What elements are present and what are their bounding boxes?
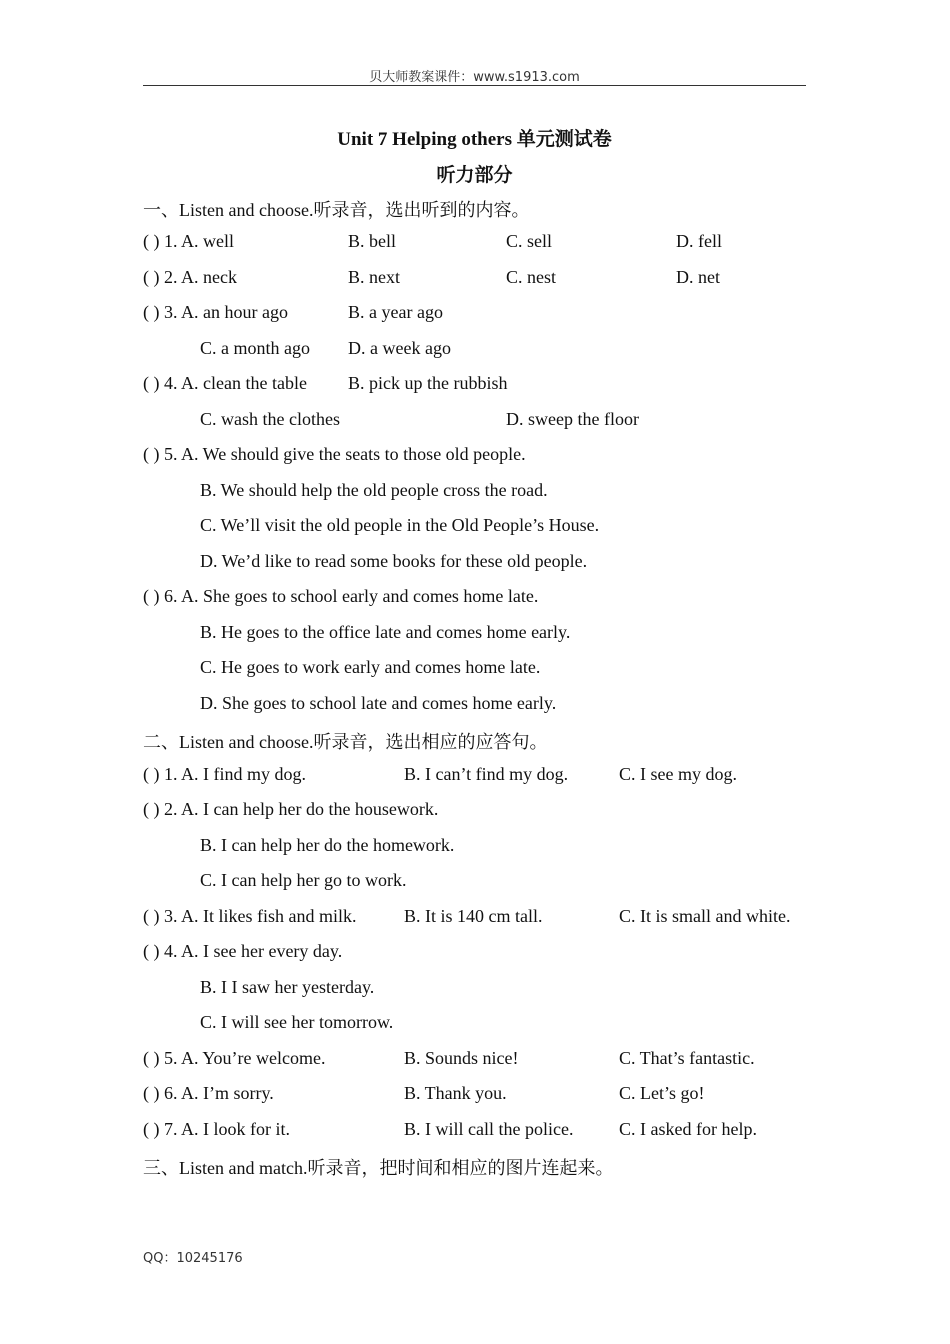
s2-q7-option-b: B. I will call the police. bbox=[404, 1119, 574, 1139]
s2-q6-stem: ( ) 6. A. I’m sorry. bbox=[143, 1083, 274, 1103]
s1-q1-stem: ( ) 1. A. well bbox=[143, 231, 234, 251]
s1-q4-stem: ( ) 4. A. clean the table bbox=[143, 373, 307, 393]
s2-q4-option-b: B. I I saw her yesterday. bbox=[200, 977, 375, 997]
s1-q6-stem: ( ) 6. A. She goes to school early and comes home late. bbox=[143, 586, 539, 606]
section3-heading: 三、Listen and match.听录音，把时间和相应的图片连起来。 bbox=[143, 1158, 614, 1178]
s2-q5-option-b: B. Sounds nice! bbox=[404, 1048, 519, 1068]
s2-q7-option-c: C. I asked for help. bbox=[619, 1119, 757, 1139]
s2-q3-stem: ( ) 3. A. It likes fish and milk. bbox=[143, 906, 357, 926]
s2-q3-option-c: C. It is small and white. bbox=[619, 906, 791, 926]
s1-q3-option-c: C. a month ago bbox=[200, 338, 310, 358]
s1-q5-stem: ( ) 5. A. We should give the seats to those old people. bbox=[143, 444, 526, 464]
s2-q4-stem: ( ) 4. A. I see her every day. bbox=[143, 941, 343, 961]
s1-q1-option-c: C. sell bbox=[506, 231, 553, 251]
s1-q1-option-b: B. bell bbox=[348, 231, 396, 251]
page-header: 贝大师教案课件：www.s1913.com bbox=[369, 70, 580, 85]
s2-q3-option-b: B. It is 140 cm tall. bbox=[404, 906, 543, 926]
section2-heading: 二、Listen and choose.听录音，选出相应的应答句。 bbox=[143, 732, 548, 752]
s1-q4-option-b: B. pick up the rubbish bbox=[348, 373, 508, 393]
s1-q6-option-d: D. She goes to school late and comes home early. bbox=[200, 693, 557, 713]
s1-q6-option-b: B. He goes to the office late and comes home early. bbox=[200, 622, 571, 642]
s1-q3-option-d: D. a week ago bbox=[348, 338, 451, 358]
s2-q4-option-c: C. I will see her tomorrow. bbox=[200, 1012, 394, 1032]
s2-q1-option-c: C. I see my dog. bbox=[619, 764, 737, 784]
s1-q4-option-d: D. sweep the floor bbox=[506, 409, 639, 429]
section1-heading: 一、Listen and choose.听录音，选出听到的内容。 bbox=[143, 200, 530, 220]
s1-q5-option-d: D. We’d like to read some books for these old people. bbox=[200, 551, 588, 571]
s2-q1-stem: ( ) 1. A. I find my dog. bbox=[143, 764, 306, 784]
s1-q4-option-c: C. wash the clothes bbox=[200, 409, 340, 429]
s1-q5-option-c: C. We’ll visit the old people in the Old People’s House. bbox=[200, 515, 600, 535]
s2-q2-option-b: B. I can help her do the homework. bbox=[200, 835, 455, 855]
s1-q2-option-b: B. next bbox=[348, 267, 400, 287]
s2-q5-stem: ( ) 5. A. You’re welcome. bbox=[143, 1048, 326, 1068]
s1-q2-option-d: D. net bbox=[676, 267, 720, 287]
s1-q3-stem: ( ) 3. A. an hour ago bbox=[143, 302, 288, 322]
s2-q2-stem: ( ) 2. A. I can help her do the housework. bbox=[143, 799, 439, 819]
s1-q2-option-c: C. nest bbox=[506, 267, 557, 287]
s2-q2-option-c: C. I can help her go to work. bbox=[200, 870, 407, 890]
s2-q6-option-c: C. Let’s go! bbox=[619, 1083, 705, 1103]
s2-q7-stem: ( ) 7. A. I look for it. bbox=[143, 1119, 290, 1139]
s1-q2-stem: ( ) 2. A. neck bbox=[143, 267, 237, 287]
page-title: Unit 7 Helping others 单元测试卷 bbox=[337, 129, 612, 150]
s1-q6-option-c: C. He goes to work early and comes home late. bbox=[200, 657, 541, 677]
s1-q1-option-d: D. fell bbox=[676, 231, 722, 251]
s2-q5-option-c: C. That’s fantastic. bbox=[619, 1048, 755, 1068]
s2-q1-option-b: B. I can’t find my dog. bbox=[404, 764, 569, 784]
s1-q5-option-b: B. We should help the old people cross the road. bbox=[200, 480, 548, 500]
page-footer: QQ：10245176 bbox=[143, 1251, 243, 1266]
s1-q3-option-b: B. a year ago bbox=[348, 302, 443, 322]
header-rule bbox=[143, 85, 806, 86]
page-subtitle: 听力部分 bbox=[436, 165, 513, 186]
s2-q6-option-b: B. Thank you. bbox=[404, 1083, 507, 1103]
